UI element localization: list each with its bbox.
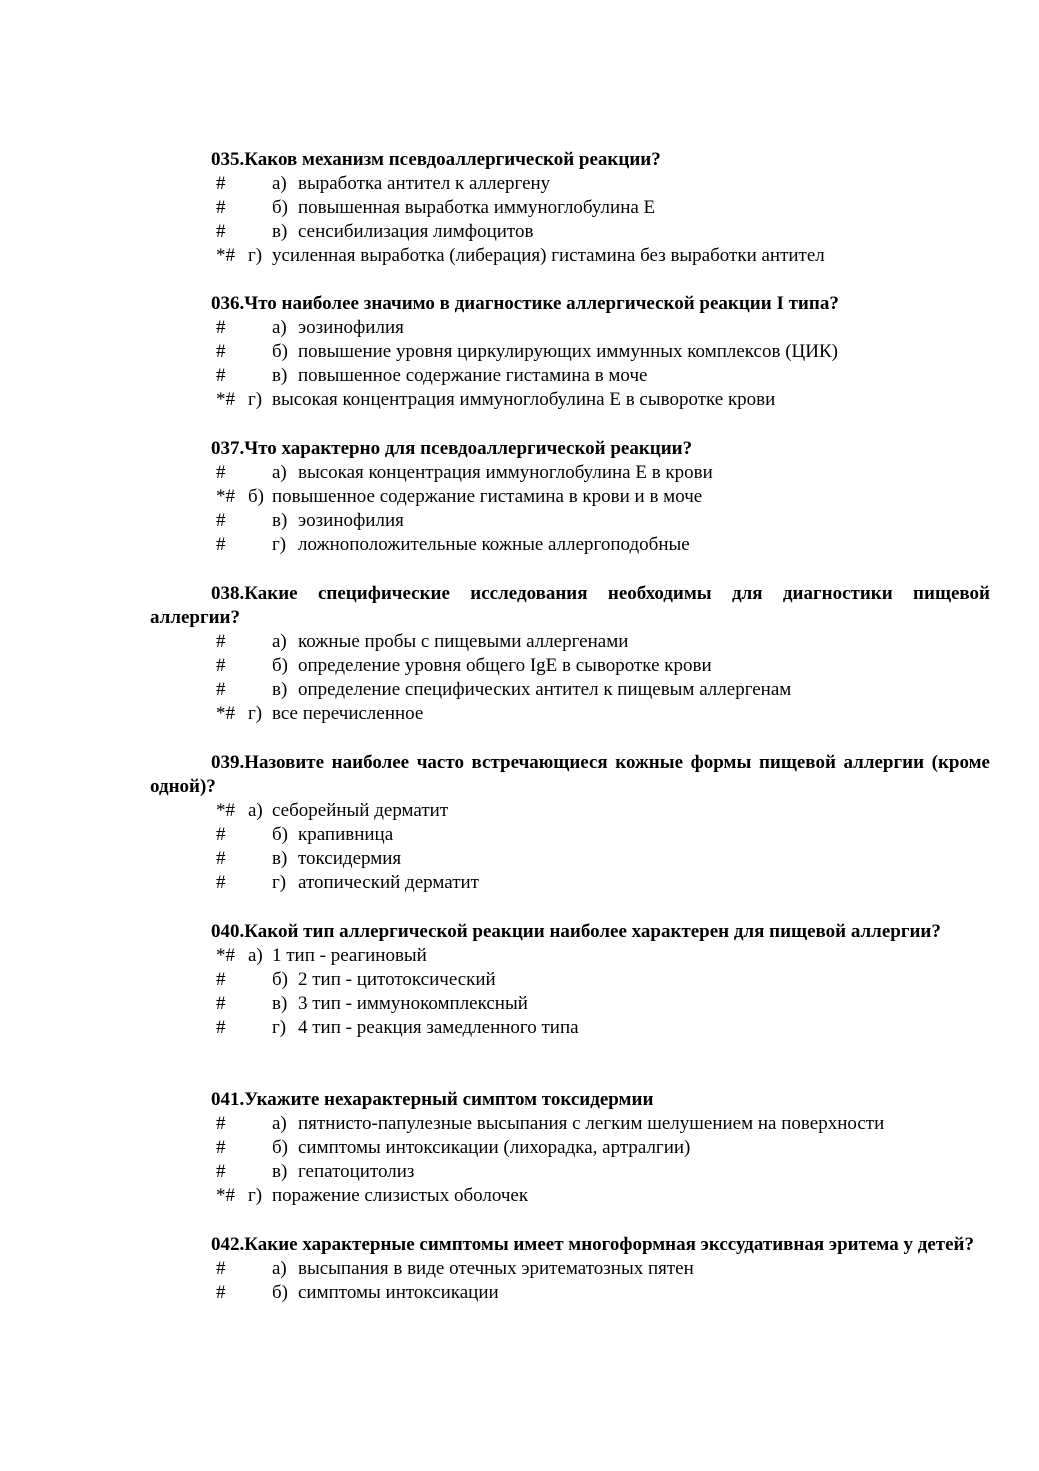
answer-marker: # xyxy=(216,1113,226,1134)
answer-option xyxy=(150,461,990,485)
answer-letter: б) xyxy=(248,486,264,507)
answer-text: токсидермия xyxy=(298,848,402,869)
answer-text: пятнисто-папулезные высыпания с легким шелушением на поверхности xyxy=(298,1113,885,1134)
answer-option xyxy=(150,968,990,992)
answer-letter: г) xyxy=(272,872,287,893)
answer-option xyxy=(150,847,990,871)
answer-letter: г) xyxy=(248,1185,263,1206)
answer-option xyxy=(150,340,990,364)
answer-text: 2 тип - цитотоксический xyxy=(298,969,496,990)
answer-option-correct xyxy=(150,485,990,509)
question-text: Что наиболее значимо в диагностике аллергической реакции I типа? xyxy=(244,293,839,314)
answer-letter: а) xyxy=(272,317,287,338)
answer-letter: г) xyxy=(272,1017,287,1038)
question-number: 042. xyxy=(211,1234,245,1255)
answer-option-correct xyxy=(150,702,990,726)
question-text: Каков механизм псевдоаллергической реакции? xyxy=(244,149,661,170)
answer-text: усиленная выработка (либерация) гистамина без выработки антител xyxy=(272,245,825,266)
answer-letter: в) xyxy=(272,1161,288,1182)
answer-marker: # xyxy=(216,993,226,1014)
answer-option xyxy=(150,172,990,196)
answer-text: 1 тип - реагиновый xyxy=(272,945,427,966)
answer-marker: # xyxy=(216,969,226,990)
answer-option xyxy=(150,823,990,847)
answer-option xyxy=(150,678,990,702)
answer-text: повышенное содержание гистамина в крови и в моче xyxy=(272,486,703,507)
correct-answer-marker: *# xyxy=(216,800,235,821)
correct-answer-marker: *# xyxy=(216,703,235,724)
question-038 xyxy=(150,582,990,726)
answer-text: гепатоцитолиз xyxy=(298,1161,415,1182)
question-036 xyxy=(150,292,990,412)
answer-text: 4 тип - реакция замедленного типа xyxy=(298,1017,579,1038)
question-title xyxy=(150,582,990,630)
answer-letter: в) xyxy=(272,510,288,531)
answer-marker: # xyxy=(216,221,226,242)
answer-option xyxy=(150,1257,990,1281)
answer-letter: в) xyxy=(272,365,288,386)
answer-letter: б) xyxy=(272,824,288,845)
answer-text: атопический дерматит xyxy=(298,872,479,893)
answer-marker: # xyxy=(216,197,226,218)
answer-option xyxy=(150,630,990,654)
answer-marker: # xyxy=(216,534,226,555)
answer-letter: г) xyxy=(248,389,263,410)
answer-option xyxy=(150,316,990,340)
answer-letter: б) xyxy=(272,341,288,362)
answer-option xyxy=(150,509,990,533)
answer-letter: в) xyxy=(272,993,288,1014)
correct-answer-marker: *# xyxy=(216,389,235,410)
answer-letter: б) xyxy=(272,1137,288,1158)
question-041 xyxy=(150,1088,990,1208)
question-number: 036. xyxy=(211,293,245,314)
answer-option xyxy=(150,364,990,388)
question-title xyxy=(150,1088,990,1112)
answer-text: кожные пробы с пищевыми аллергенами xyxy=(298,631,629,652)
question-039 xyxy=(150,751,990,895)
answer-marker: # xyxy=(216,1258,226,1279)
answer-letter: а) xyxy=(272,462,287,483)
answer-marker: # xyxy=(216,510,226,531)
answer-text: выработка антител к аллергену xyxy=(298,173,551,194)
answer-letter: в) xyxy=(272,679,288,700)
answer-letter: а) xyxy=(248,945,263,966)
answer-option xyxy=(150,992,990,1016)
answer-letter: г) xyxy=(248,245,263,266)
answer-option xyxy=(150,1136,990,1160)
answer-option xyxy=(150,871,990,895)
answer-text: определение специфических антител к пищевым аллергенам xyxy=(298,679,792,700)
answer-letter: б) xyxy=(272,1282,288,1303)
answer-marker: # xyxy=(216,1137,226,1158)
answer-letter: г) xyxy=(272,534,287,555)
correct-answer-marker: *# xyxy=(216,1185,235,1206)
answer-marker: # xyxy=(216,655,226,676)
answer-letter: а) xyxy=(272,631,287,652)
correct-answer-marker: *# xyxy=(216,245,235,266)
answer-marker: # xyxy=(216,341,226,362)
question-035 xyxy=(150,148,990,268)
question-number: 040. xyxy=(211,921,245,942)
answer-text: симптомы интоксикации xyxy=(298,1282,499,1303)
answer-marker: # xyxy=(216,1282,226,1303)
question-037 xyxy=(150,437,990,557)
answer-option-correct xyxy=(150,1184,990,1208)
correct-answer-marker: *# xyxy=(216,945,235,966)
answer-text: поражение слизистых оболочек xyxy=(272,1185,529,1206)
answer-letter: а) xyxy=(248,800,263,821)
answer-marker: # xyxy=(216,1161,226,1182)
question-text: Какие характерные симптомы имеет многоформная экссудативная эритема у детей? xyxy=(244,1234,974,1255)
answer-option-correct xyxy=(150,388,990,412)
answer-text: определение уровня общего IgE в сыворотке крови xyxy=(298,655,712,676)
answer-option-correct xyxy=(150,799,990,823)
answer-option xyxy=(150,220,990,244)
answer-marker: # xyxy=(216,365,226,386)
answer-text: ложноположительные кожные аллергоподобные xyxy=(298,534,690,555)
answer-marker: # xyxy=(216,173,226,194)
answer-option xyxy=(150,196,990,220)
answer-option xyxy=(150,1281,990,1305)
answer-text: 3 тип - иммунокомплексный xyxy=(298,993,528,1014)
answer-text: эозинофилия xyxy=(298,317,404,338)
answer-marker: # xyxy=(216,824,226,845)
question-number: 037. xyxy=(211,438,245,459)
question-number: 041. xyxy=(211,1089,245,1110)
answer-option xyxy=(150,533,990,557)
answer-letter: а) xyxy=(272,1258,287,1279)
question-title xyxy=(150,751,990,799)
answer-letter: б) xyxy=(272,969,288,990)
answer-option xyxy=(150,1016,990,1040)
answer-letter: а) xyxy=(272,173,287,194)
question-title xyxy=(150,148,990,172)
question-title xyxy=(150,437,990,461)
answer-letter: г) xyxy=(248,703,263,724)
answer-letter: в) xyxy=(272,221,288,242)
answer-text: повышенная выработка иммуноглобулина Е xyxy=(298,197,656,218)
answer-letter: а) xyxy=(272,1113,287,1134)
answer-marker: # xyxy=(216,631,226,652)
answer-marker: # xyxy=(216,462,226,483)
answer-letter: б) xyxy=(272,197,288,218)
answer-marker: # xyxy=(216,679,226,700)
question-number: 035. xyxy=(211,149,245,170)
answer-text: крапивница xyxy=(298,824,394,845)
answer-marker: # xyxy=(216,317,226,338)
question-title xyxy=(150,920,990,944)
answer-text: высокая концентрация иммуноглобулина Е в сыворотке крови xyxy=(272,389,776,410)
answer-text: повышение уровня циркулирующих иммунных комплексов (ЦИК) xyxy=(298,341,838,362)
answer-text: сенсибилизация лимфоцитов xyxy=(298,221,534,242)
answer-text: симптомы интоксикации (лихорадка, артралгии) xyxy=(298,1137,691,1158)
correct-answer-marker: *# xyxy=(216,486,235,507)
answer-option-correct xyxy=(150,944,990,968)
answer-option xyxy=(150,1160,990,1184)
answer-text: себорейный дерматит xyxy=(272,800,449,821)
answer-text: все перечисленное xyxy=(272,703,424,724)
question-text: Какие специфические исследования необходимы для диагностики пищевой аллергии? xyxy=(150,583,990,628)
answer-text: высыпания в виде отечных эритематозных пятен xyxy=(298,1258,694,1279)
question-title xyxy=(150,1233,990,1257)
answer-marker: # xyxy=(216,872,226,893)
answer-text: высокая концентрация иммуноглобулина Е в крови xyxy=(298,462,713,483)
answer-text: повышенное содержание гистамина в моче xyxy=(298,365,648,386)
answer-letter: в) xyxy=(272,848,288,869)
question-number: 039. xyxy=(211,752,245,773)
question-text: Какой тип аллергической реакции наиболее характерен для пищевой аллергии? xyxy=(244,921,941,942)
question-number: 038. xyxy=(211,583,245,604)
answer-letter: б) xyxy=(272,655,288,676)
answer-option xyxy=(150,1112,990,1136)
answer-marker: # xyxy=(216,1017,226,1038)
question-text: Назовите наиболее часто встречающиеся кожные формы пищевой аллергии (кроме одной)? xyxy=(150,752,990,797)
question-title xyxy=(150,292,990,316)
question-042 xyxy=(150,1233,990,1305)
answer-text: эозинофилия xyxy=(298,510,404,531)
answer-option-correct xyxy=(150,244,990,268)
answer-option xyxy=(150,654,990,678)
question-040 xyxy=(150,920,990,1040)
question-text: Укажите нехарактерный симптом токсидермии xyxy=(244,1089,654,1110)
answer-marker: # xyxy=(216,848,226,869)
question-text: Что характерно для псевдоаллергической реакции? xyxy=(244,438,693,459)
